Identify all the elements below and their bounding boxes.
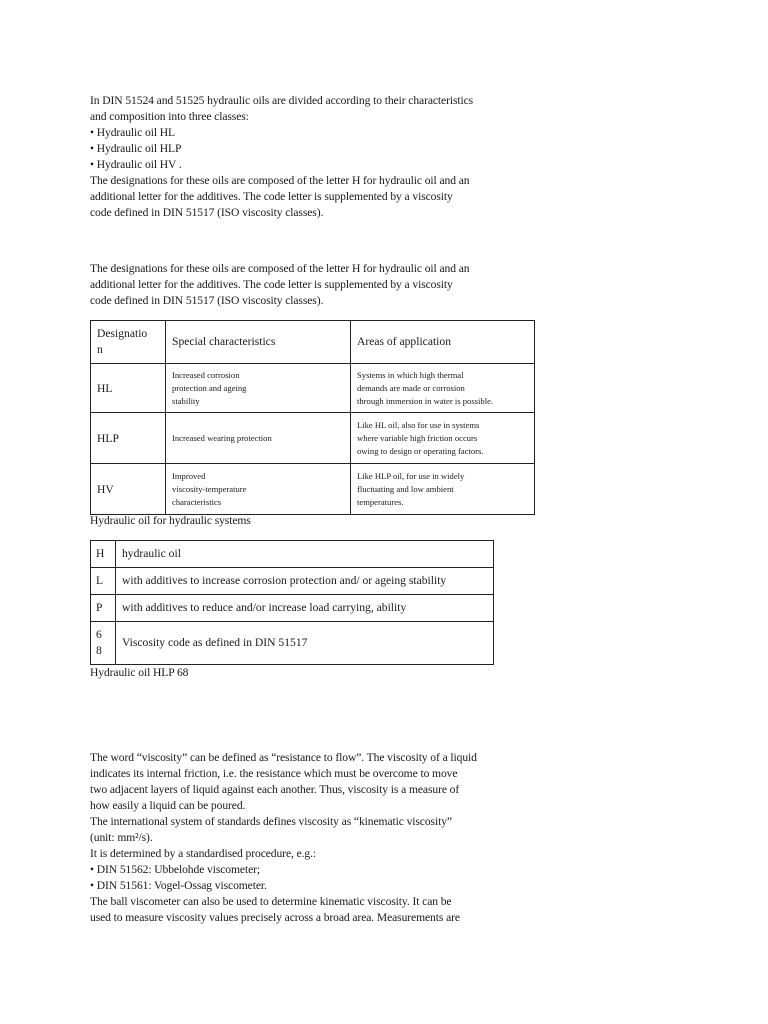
- text-line: In DIN 51524 and 51525 hydraulic oils are divided according to their characteristics: [90, 94, 474, 107]
- code-meaning-cell: with additives to reduce and/or increase load carrying, ability: [116, 595, 494, 622]
- code-meaning-cell: hydraulic oil: [116, 541, 494, 568]
- areas-cell: Like HLP oil, for use in widely fluctuating and low ambient temperatures.: [351, 464, 535, 515]
- table-row: [91, 541, 494, 568]
- table-row: [91, 364, 535, 413]
- text-line: The word “viscosity” can be defined as “resistance to flow”. The viscosity of a liquid: [90, 751, 477, 764]
- code-letter-cell: P: [91, 595, 116, 622]
- code-meaning-cell: Viscosity code as defined in DIN 51517: [116, 622, 494, 665]
- designation-table: [90, 320, 535, 515]
- text-line: The designations for these oils are composed of the letter H for hydraulic oil and an: [90, 262, 470, 275]
- text-line: and composition into three classes:: [90, 110, 249, 123]
- header-designation: Designatio n: [91, 321, 166, 364]
- text-line: additional letter for the additives. The code letter is supplemented by a viscosity: [90, 278, 453, 291]
- table-row: [91, 595, 494, 622]
- code-letter-cell: L: [91, 568, 116, 595]
- text-line: used to measure viscosity values precisely across a broad area. Measurements are: [90, 911, 460, 924]
- text-line: (unit: mm²/s).: [90, 831, 153, 844]
- designation-cell: HLP: [91, 413, 166, 464]
- table-caption: Hydraulic oil HLP 68: [90, 666, 189, 679]
- bullet-line: • Hydraulic oil HLP: [90, 142, 182, 155]
- code-letter-cell: 6 8: [91, 622, 116, 665]
- text-line: two adjacent layers of liquid against each another. Thus, viscosity is a measure of: [90, 783, 460, 796]
- text-line: indicates its internal friction, i.e. the resistance which must be overcome to move: [90, 767, 458, 780]
- special-cell: Improved viscosity-temperature characteristics: [166, 464, 351, 515]
- designation-cell: HL: [91, 364, 166, 413]
- text-line: The designations for these oils are composed of the letter H for hydraulic oil and an: [90, 174, 470, 187]
- table-row: [91, 413, 535, 464]
- text-line: The ball viscometer can also be used to determine kinematic viscosity. It can be: [90, 895, 452, 908]
- header-special: Special characteristics: [166, 321, 351, 364]
- designation-cell: HV: [91, 464, 166, 515]
- bullet-line: • Hydraulic oil HL: [90, 126, 176, 139]
- bullet-line: • DIN 51562: Ubbelohde viscometer;: [90, 863, 261, 876]
- text-line: It is determined by a standardised procedure, e.g.:: [90, 847, 317, 860]
- special-cell: Increased wearing protection: [166, 413, 351, 464]
- text-line: how easily a liquid can be poured.: [90, 799, 246, 812]
- table-header-row: [91, 321, 535, 364]
- bullet-line: • DIN 51561: Vogel-Ossag viscometer.: [90, 879, 267, 892]
- table-row: [91, 568, 494, 595]
- table-row: [91, 464, 535, 515]
- table-row: [91, 622, 494, 665]
- code-letter-cell: H: [91, 541, 116, 568]
- bullet-line: • Hydraulic oil HV .: [90, 158, 182, 171]
- areas-cell: Systems in which high thermal demands are made or corrosion through immersion in water is possible.: [351, 364, 535, 413]
- special-cell: Increased corrosion protection and ageing stability: [166, 364, 351, 413]
- text-line: additional letter for the additives. The code letter is supplemented by a viscosity: [90, 190, 453, 203]
- code-meaning-cell: with additives to increase corrosion protection and/ or ageing stability: [116, 568, 494, 595]
- text-line: code defined in DIN 51517 (ISO viscosity classes).: [90, 206, 324, 219]
- header-areas: Areas of application: [351, 321, 535, 364]
- code-table: [90, 540, 494, 665]
- text-line: The international system of standards defines viscosity as “kinematic viscosity”: [90, 815, 452, 828]
- areas-cell: Like HL oil, also for use in systems where variable high friction occurs owing to design or operating factors.: [351, 413, 535, 464]
- table-caption: Hydraulic oil for hydraulic systems: [90, 514, 251, 527]
- text-line: code defined in DIN 51517 (ISO viscosity classes).: [90, 294, 324, 307]
